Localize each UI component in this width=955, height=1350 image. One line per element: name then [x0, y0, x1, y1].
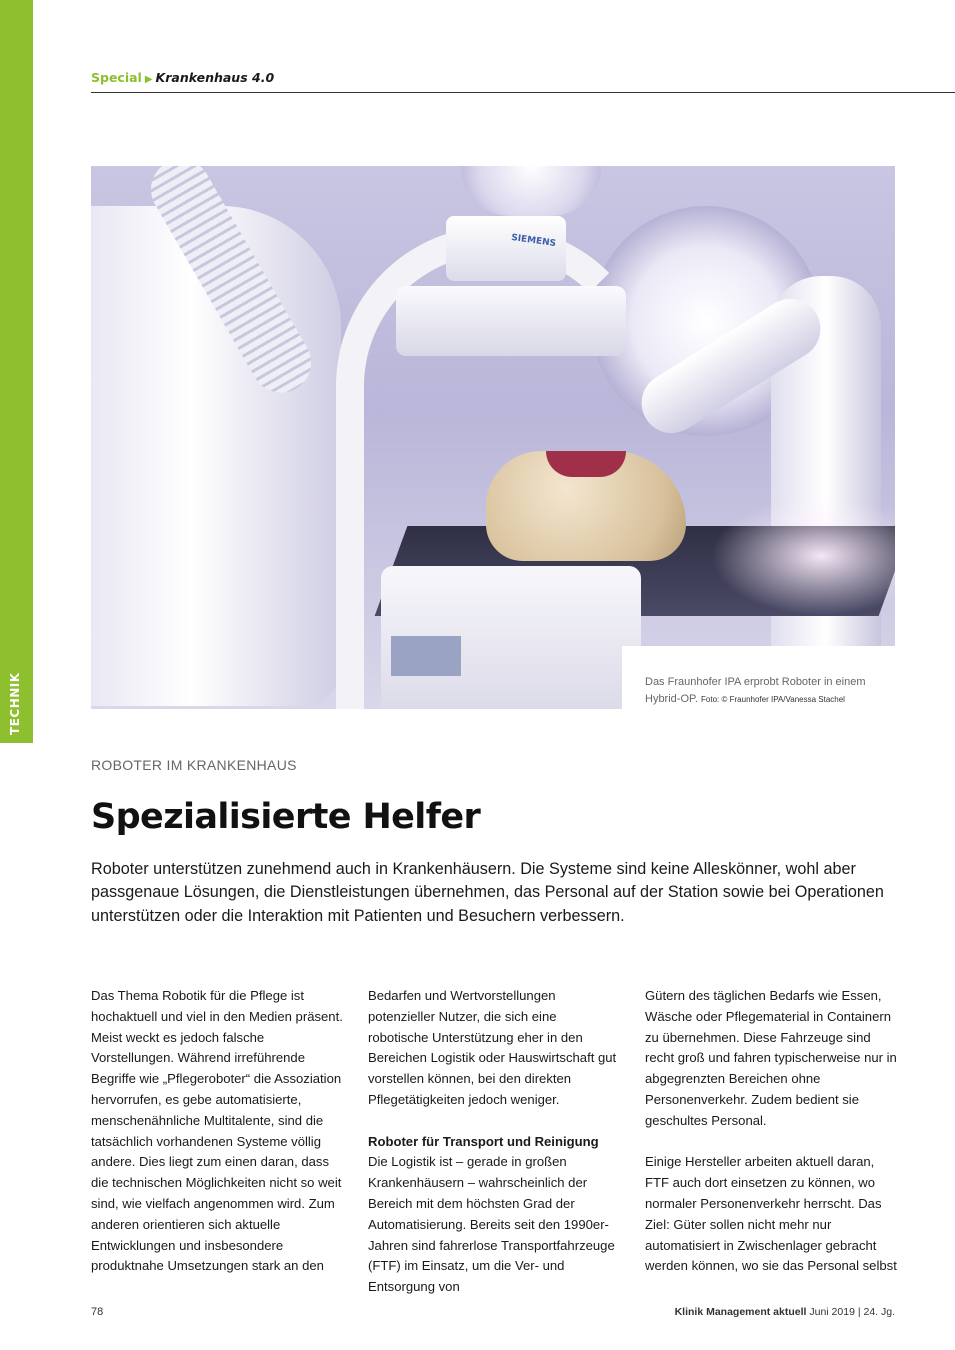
text-column-3: [645, 986, 897, 1277]
section-color-bar: [0, 0, 33, 743]
photo-patient-dummy: [486, 451, 686, 561]
text-column-2: [368, 986, 620, 1298]
header-rule: [91, 92, 955, 93]
section-label: TECHNIK: [8, 672, 22, 735]
header-category: Special: [91, 70, 142, 85]
photo-c-arm-head: [396, 286, 626, 356]
running-header: [91, 70, 274, 85]
article-photo: [91, 166, 895, 709]
photo-brand-label: SIEMENS: [510, 232, 557, 250]
photo-credit: Foto: © Fraunhofer IPA/Vanessa Stachel: [701, 695, 845, 704]
body-paragraph: Bedarfen und Wertvorstellungen potenzieller Nutzer, die sich eine robotische Unterstützung eher in den Bereichen Logistik oder Hauswirtschaft gut vorstellen können, bei den direkten Pflegetätigkeiten jedoch weniger.: [368, 988, 617, 1107]
body-paragraph: Das Thema Robotik für die Pflege ist hochaktuell und viel in den Medien präsent. Meist weckt es jedoch falsche Vorstellungen. Während irreführende Begriffe wie „Pflegeroboter“ die Assoziation hervorrufen, es gebe automatisierte, menschenähnliche Multitalente, sind die tatsächlich vorhandenen Systeme völlig andere. Dies liegt zum einen daran, dass die technischen Möglichkeiten nicht so weit sind, wie vielfach angenommen wird. Zum anderen orientieren sich aktuelle Entwicklungen und insbesondere produktnahe Umsetzungen stark an den: [91, 988, 343, 1274]
article-lead: Roboter unterstützen zunehmend auch in Krankenhäusern. Die Systeme sind keine Alleskönner, wohl aber passgenaue Lösungen, die Dienstleistungen übernehmen, das Personal auf der Station sowie bei Operationen unterstützen oder die Interaktion mit Patienten und Besuchern verbessern.: [91, 860, 884, 925]
triangle-right-icon: ▶: [144, 74, 153, 85]
photo-surgical-lamp-small: [461, 166, 601, 216]
body-paragraph: Die Logistik ist – gerade in großen Krankenhäusern – wahrscheinlich der Bereich mit dem höchsten Grad der Automatisierung. Bereits seit den 1990er-Jahren sind fahrerlose Transportfahrzeuge (FTF) im Einsatz, um die Ver- und Entsorgung von: [368, 1154, 615, 1295]
article-kicker: ROBOTER IM KRANKENHAUS: [91, 757, 297, 773]
article-title: Spezialisierte Helfer: [91, 797, 481, 837]
subheading: Roboter für Transport und Reinigung: [368, 1133, 599, 1149]
header-section: Krankenhaus 4.0: [155, 70, 275, 85]
photo-light-glow: [711, 496, 895, 616]
photo-dummy-marking: [546, 451, 626, 477]
caption-text: Das Fraunhofer IPA erprobt Roboter in einem Hybrid-OP.: [645, 676, 866, 705]
issue-info: Juni 2019 | 24. Jg.: [809, 1306, 895, 1318]
photo-c-arm-detector: [446, 216, 566, 281]
body-paragraph: Einige Hersteller arbeiten aktuell daran, FTF auch dort einsetzen zu können, wo normaler Personenverkehr herrscht. Das Ziel: Güter sollen nicht mehr nur automatisiert in Zwischenlager gebracht werden können, wo sie das Personal selbst: [645, 1154, 897, 1274]
photo-control-console: [381, 566, 641, 709]
body-paragraph: Gütern des täglichen Bedarfs wie Essen, Wäsche oder Pflegematerial in Containern zu übernehmen. Diese Fahrzeuge sind recht groß und fahren typischerweise nur in abgegrenzten Bereichen ohne Personenverkehr. Zudem bedient sie geschultes Personal.: [645, 988, 897, 1128]
text-column-1: [91, 986, 343, 1277]
page-number: 78: [91, 1306, 104, 1318]
photo-console-screen: [391, 636, 461, 676]
photo-caption: [622, 646, 895, 709]
footer-publication: [675, 1306, 895, 1318]
magazine-name: Klinik Management aktuell: [674, 1306, 807, 1318]
